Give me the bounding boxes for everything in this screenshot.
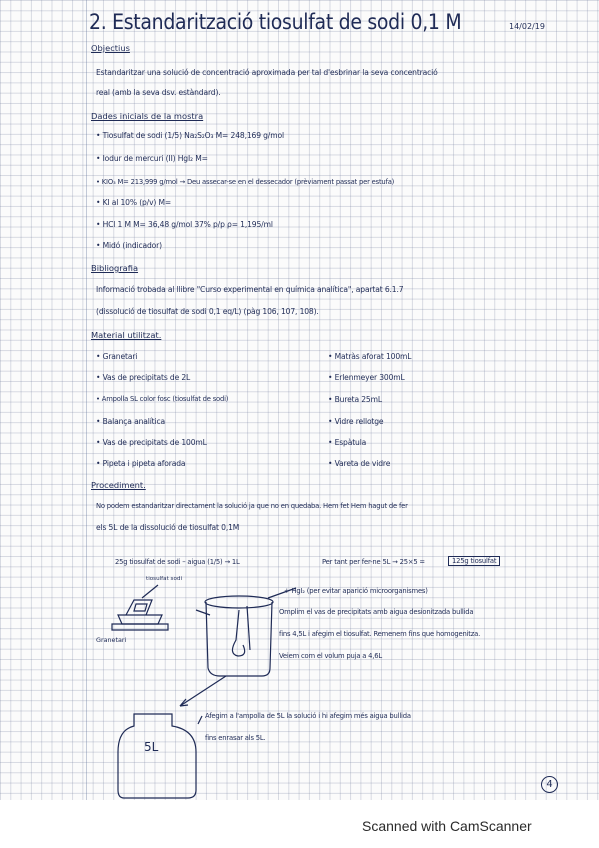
- procediment-step: Veiem com el volum puja a 4,6L: [279, 652, 382, 660]
- section-heading-bibliografia: Bibliografia: [91, 263, 139, 273]
- label-tiosulfat: tiosulfat sodi: [146, 576, 182, 582]
- dades-item: • Midó (indicador): [96, 241, 162, 250]
- material-left-item: • Vas de precipitats de 2L: [96, 373, 191, 382]
- calc-result: 125g tiosulfat: [448, 556, 500, 566]
- calc-left: 25g tiosulfat de sodi – aigua (1/5) → 1L: [115, 558, 240, 566]
- material-right-item: • Vidre rellotge: [328, 417, 384, 426]
- arrow-line: [180, 676, 226, 706]
- dades-item: • Iodur de mercuri (II) HgI₂ M=: [96, 154, 208, 163]
- section-heading-procediment: Procediment.: [91, 480, 146, 490]
- procediment-step: Omplim el vas de precipitats amb aigua desionitzada bullida: [279, 608, 474, 616]
- bottle-label: 5L: [144, 740, 159, 754]
- scanner-footer-text: Scanned with CamScanner: [362, 818, 532, 834]
- material-right-item: • Vareta de vidre: [328, 459, 391, 468]
- objectius-line-2: real (amb la seva dsv. estàndard).: [96, 88, 221, 97]
- material-right-item: • Bureta 25mL: [328, 395, 382, 404]
- section-heading-dades: Dades inicials de la mostra: [91, 111, 204, 121]
- dades-item: • KIO₃ M= 213,999 g/mol → Deu assecar-se en el dessecador (prèviament passat per estufa): [96, 178, 395, 186]
- beaker-drawing: [205, 596, 273, 676]
- page-title: 2. Estandarització tiosulfat de sodi 0,1 M: [89, 10, 462, 34]
- material-left-item: • Pipeta i pipeta aforada: [96, 459, 186, 468]
- dades-item: • HCl 1 M M= 36,48 g/mol 37% p/p ρ= 1,195/ml: [96, 220, 273, 229]
- bibliografia-line-2: (dissolució de tiosulfat de sodi 0,1 eq/L) (pàg 106, 107, 108).: [96, 307, 319, 316]
- material-left-item: • Ampolla SL color fosc (tiosulfat de sodi): [96, 395, 229, 403]
- arrow-line: [198, 716, 202, 724]
- section-heading-objectius: Objectius: [91, 43, 130, 53]
- dades-item: • KI al 10% (p/v) M=: [96, 198, 172, 207]
- section-heading-material: Material utilitzat.: [91, 330, 162, 340]
- bottle-drawing: [118, 714, 196, 798]
- material-left-item: • Balança analítica: [96, 417, 165, 426]
- material-right-item: • Erlenmeyer 300mL: [328, 373, 405, 382]
- material-left-item: • Granetari: [96, 352, 138, 361]
- procediment-step: fins 4,5L i afegim el tiosulfat. Remenem fins que homogenitza.: [279, 630, 481, 638]
- bibliografia-line-1: Informació trobada al llibre "Curso experimental en química analítica", apartat 6.1.7: [96, 285, 404, 294]
- date: 14/02/19: [509, 22, 545, 31]
- dades-item: • Tiosulfat de sodi (1/5) Na₂S₂O₃ M= 248,169 g/mol: [96, 131, 284, 140]
- objectius-line-1: Estandaritzar una solució de concentració aproximada per tal d'esbrinar la seva concentració: [96, 68, 438, 77]
- scale-drawing: [112, 600, 168, 630]
- calc-right: Per tant per fer-ne 5L → 25×5 =: [322, 558, 425, 566]
- page-number: 4: [541, 776, 558, 793]
- scanner-footer: [0, 800, 599, 848]
- material-left-item: • Vas de precipitats de 100mL: [96, 438, 207, 447]
- material-right-item: • Espàtula: [328, 438, 367, 447]
- final-step-line-2: fins enrasar als 5L.: [205, 734, 266, 742]
- arrow-line: [142, 585, 158, 598]
- final-step-line-1: Afegim a l'ampolla de 5L la solució i hi afegim més aigua bullida: [205, 712, 411, 720]
- label-granetari: Granetari: [96, 636, 127, 644]
- material-right-item: • Matràs aforat 100mL: [328, 352, 412, 361]
- procediment-line-2: els 5L de la dissolució de tiosulfat 0,1M: [96, 523, 240, 532]
- arrow-line: [196, 610, 210, 615]
- hgi2-note: + HgI₂ (per evitar aparició microorganismes): [284, 587, 428, 595]
- procediment-line-1: No podem estandaritzar directament la solució ja que no en quedaba. Hem fet Hem hagut de fer: [96, 502, 408, 510]
